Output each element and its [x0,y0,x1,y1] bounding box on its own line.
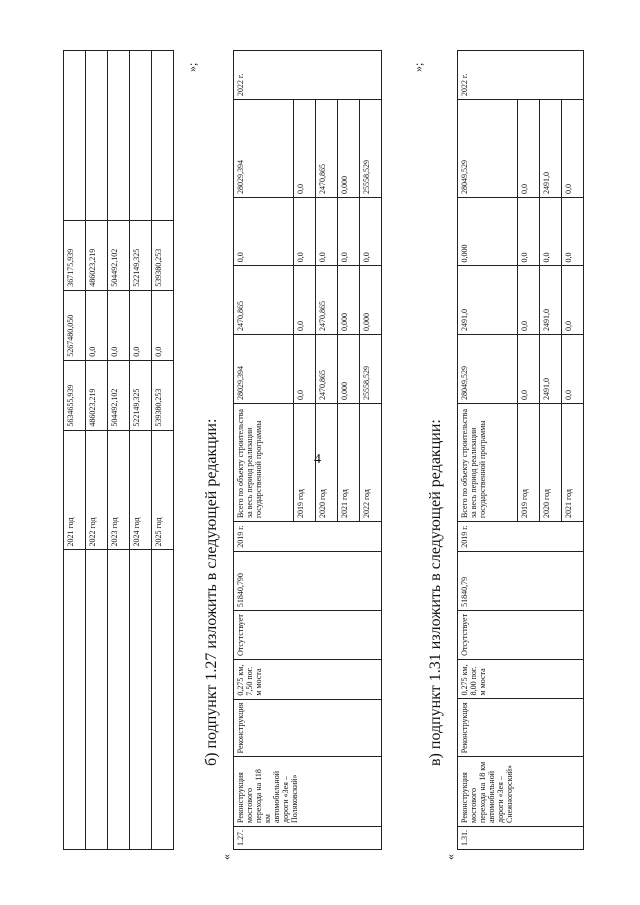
year-cell: 2019 год [518,403,540,521]
object-name: Реконструкция мостового перехода на 118 км автомобильной дороги «Зея – Поляковский» [234,757,382,827]
value-cell: 28029,394 [234,100,294,198]
value-cell: 0,0 [518,266,540,335]
value-cell: 0,000 [338,335,360,404]
value-cell: 28029,394 [234,335,294,404]
value-cell: 0,0 [294,198,316,266]
value-cell: 0,0 [562,335,584,404]
table-row [130,51,152,850]
table-row [64,51,86,850]
section-b-table [233,50,382,850]
value-cell: 0,0 [518,335,540,404]
object-name: Реконструкция мостового перехода на 18 км автомобильной дороги «Зея – Снежногорский» [458,757,584,827]
value-cell: 539380,253 [152,220,174,290]
value-cell: 367175,939 [64,220,86,290]
year-cell: 2022 год [86,430,108,550]
value-cell: 0,000 [338,266,360,335]
year-cell: 2021 год [562,403,584,521]
value-cell: 2470,865 [316,100,338,198]
year-cell: 2021 год [338,404,360,522]
open-quote: « [219,854,233,860]
year-cell: 2024 год [130,430,152,550]
value-cell: 0,0 [294,100,316,198]
rotated-document-body [53,42,613,862]
value-cell: 0,0 [130,290,152,360]
value-cell: 539380,253 [152,360,174,430]
cost: 51840,790 [234,551,382,610]
value-cell: 25558,529 [360,100,382,198]
section-b-heading: б) подпункт 1.27 изложить в следующей редакции: [203,418,220,766]
table-row [152,51,174,850]
year-cell: 2022 год [360,404,382,522]
value-cell: 0,000 [360,266,382,335]
value-cell: 2491,0 [540,100,562,198]
work-type: Реконструкция [234,699,382,757]
value-cell: 0,0 [234,198,294,266]
end-year: 2022 г. [458,51,584,100]
year-cell: 2020 год [540,403,562,521]
year-cell: 2020 год [316,404,338,522]
value-cell: 504492,102 [108,360,130,430]
start-year: 2019 г. [458,521,584,551]
value-cell: 0,0 [518,100,540,198]
work-type: Реконструкция [458,699,584,757]
table-row [458,51,518,850]
value-cell: 522149,325 [130,360,152,430]
value-cell: 0,0 [152,290,174,360]
value-cell: 504492,102 [108,220,130,290]
value-cell: 0,0 [294,266,316,335]
open-quote: « [443,854,457,860]
closing-quote: »; [185,62,199,72]
value-cell: 486023,219 [86,220,108,290]
item-number: 1.27. [234,827,382,850]
value-cell: 0,0 [562,100,584,198]
value-cell: 0,0 [86,290,108,360]
start-year: 2019 г. [234,522,382,552]
value-cell: 0,0 [360,198,382,266]
section-v-heading: в) подпункт 1.31 изложить в следующей редакции: [427,419,444,766]
status: Отсутствует [234,611,382,660]
value-cell: 0,0 [562,198,584,266]
value-cell: 0,0 [338,198,360,266]
table-row [86,51,108,850]
value-cell: 0,0 [540,198,562,266]
value-cell: 5634655,939 [64,360,86,430]
value-cell: 25558,529 [360,335,382,404]
value-cell: 2470,865 [316,335,338,404]
value-cell: 522149,325 [130,220,152,290]
value-cell: 0,0 [316,198,338,266]
continuation-table [63,50,174,850]
value-cell: 0,0 [294,335,316,404]
item-number: 1.31. [458,827,584,850]
year-cell: 2025 год [152,430,174,550]
year-cell: 2023 год [108,430,130,550]
value-cell: 28049,529 [458,335,518,404]
total-label: Всего по объекту строительства за весь период реализации государственной программы [234,404,294,522]
value-cell: 486023,219 [86,360,108,430]
table-row [234,51,294,850]
section-v-table [457,50,584,850]
page-number: 4 [314,452,321,467]
value-cell: 2470,865 [316,266,338,335]
value-cell: 0,000 [338,100,360,198]
value-cell: 2491,0 [540,335,562,404]
value-cell: 2491,0 [458,266,518,335]
value-cell: 28049,529 [458,100,518,198]
table-row [108,51,130,850]
year-cell: 2021 год [64,430,86,550]
closing-quote: »; [411,62,425,72]
end-year: 2022 г. [234,51,382,100]
value-cell: 2491,0 [540,266,562,335]
year-cell: 2019 год [294,404,316,522]
status: Отсутствует [458,610,584,659]
value-cell: 2470,865 [234,266,294,335]
cost: 51840,79 [458,551,584,610]
value-cell: 0,0 [108,290,130,360]
value-cell: 5267480,050 [64,290,86,360]
value-cell: 0,0 [562,266,584,335]
value-cell: 0,0 [518,198,540,266]
capacity: 0,275 км, 8,00 пог. м моста [458,659,584,699]
total-label: Всего по объекту строительства за весь период реализации государственной программы [458,403,518,521]
value-cell: 0,000 [458,198,518,266]
capacity: 0,275 км, 7,50 пог. м моста [234,660,382,700]
